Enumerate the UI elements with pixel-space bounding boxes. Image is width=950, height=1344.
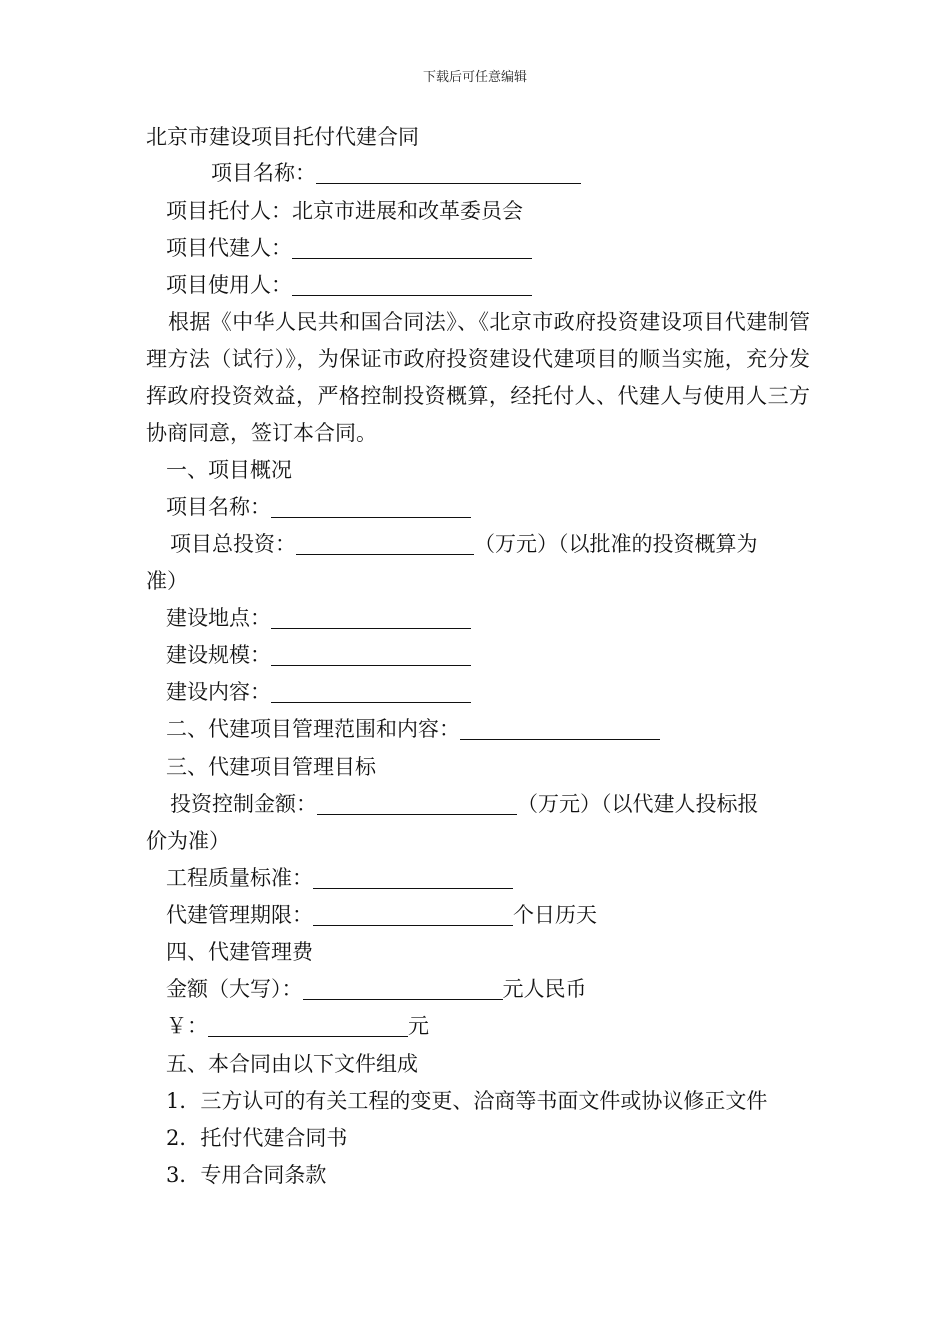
s1-investment-label: 项目总投资： xyxy=(170,532,296,556)
page-header: 下载后可任意编辑 xyxy=(422,70,527,85)
s3-period-field[interactable] xyxy=(313,903,513,926)
s1-name-row xyxy=(166,492,471,522)
section-2-heading: 二、代建项目管理范围和内容： xyxy=(166,717,460,741)
s3-control-suffix-cont: 价为准） xyxy=(146,829,230,853)
preamble-paragraph: 根据《中华人民共和国合同法》、《北京市政府投资建设项目代建制管理方法（试行）》，为保证市政府投资建设代建项目的顺当实施，充分发挥政府投资效益，严格控制投资概算，经托付人、代建人与使用人三方协商同意，签订本合同。 xyxy=(146,310,810,445)
s4-amount-suffix: 元人民币 xyxy=(502,977,587,1001)
entruster-label: 项目托付人： xyxy=(166,199,292,223)
section-4-heading: 四、代建管理费 xyxy=(166,940,313,964)
s3-control-suffix: （万元）（以代建人投标报 xyxy=(517,792,759,816)
s5-list-item: 3．专用合同条款 xyxy=(166,1163,327,1187)
s1-location-row xyxy=(166,603,471,633)
s4-amount-label: 金额（大写）： xyxy=(166,977,303,1001)
s5-list-item: 2．托付代建合同书 xyxy=(166,1126,348,1150)
s1-content-field[interactable] xyxy=(271,680,471,703)
s1-name-field[interactable] xyxy=(271,495,471,518)
s3-period-suffix: 个日历天 xyxy=(513,903,597,927)
s1-name-label: 项目名称： xyxy=(166,495,271,519)
s1-investment-field[interactable] xyxy=(296,532,474,555)
s4-yen-label: ￥： xyxy=(166,1014,208,1038)
s4-amount-row xyxy=(166,974,587,1004)
s3-period-row xyxy=(166,900,597,930)
entruster-row xyxy=(166,196,523,226)
section-5-heading: 五、本合同由以下文件组成 xyxy=(166,1052,418,1076)
user-field[interactable] xyxy=(292,273,532,296)
s4-yen-suffix: 元 xyxy=(408,1014,429,1038)
document-title: 北京市建设项目托付代建合同 xyxy=(146,125,419,149)
s4-yen-field[interactable] xyxy=(208,1014,408,1037)
s1-location-label: 建设地点： xyxy=(166,606,271,630)
section-3-heading: 三、代建项目管理目标 xyxy=(166,755,376,779)
s3-control-field[interactable] xyxy=(317,792,517,815)
section-1-heading: 一、项目概况 xyxy=(166,458,292,482)
s3-control-row xyxy=(170,789,759,819)
s3-period-label: 代建管理期限： xyxy=(166,903,313,927)
s3-control-label: 投资控制金额： xyxy=(170,792,317,816)
agent-label: 项目代建人： xyxy=(166,236,292,260)
entruster-value: 北京市进展和改革委员会 xyxy=(292,199,523,223)
s1-content-label: 建设内容： xyxy=(166,680,271,704)
project-name-label: 项目名称： xyxy=(211,161,316,185)
user-label: 项目使用人： xyxy=(166,273,292,297)
s4-yen-row xyxy=(166,1011,429,1041)
agent-field[interactable] xyxy=(292,236,532,259)
s3-quality-row xyxy=(166,863,513,893)
s1-scale-field[interactable] xyxy=(271,643,471,666)
project-name-row xyxy=(211,158,581,188)
s1-scale-row xyxy=(166,640,471,670)
s2-scope-field[interactable] xyxy=(460,717,660,740)
s1-investment-row xyxy=(170,529,758,559)
user-row xyxy=(166,270,532,300)
s3-quality-label: 工程质量标准： xyxy=(166,866,313,890)
s1-scale-label: 建设规模： xyxy=(166,643,271,667)
s1-investment-suffix: （万元）（以批准的投资概算为 xyxy=(474,532,758,556)
s4-amount-field[interactable] xyxy=(303,977,503,1000)
s1-content-row xyxy=(166,677,471,707)
agent-row xyxy=(166,233,532,263)
project-name-field[interactable] xyxy=(316,161,581,184)
s1-investment-suffix-cont: 准） xyxy=(146,569,188,593)
s1-location-field[interactable] xyxy=(271,606,471,629)
s5-list-item: 1．三方认可的有关工程的变更、洽商等书面文件或协议修正文件 xyxy=(166,1089,768,1113)
s3-quality-field[interactable] xyxy=(313,866,513,889)
section-2-row xyxy=(166,714,660,744)
